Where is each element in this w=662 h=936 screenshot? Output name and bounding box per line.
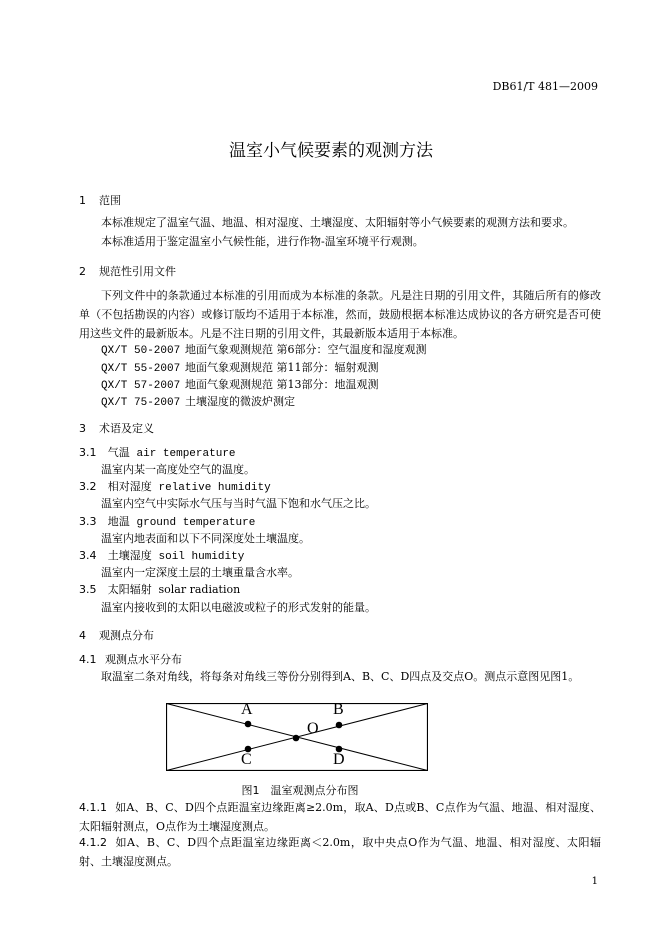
point-c-label: C [241, 751, 252, 768]
reference-item: QX/T 50-2007 地面气象观测规范 第6部分：空气温度和湿度观测 [101, 343, 427, 357]
term-heading: 3.2 相对湿度 relative humidity [79, 480, 271, 494]
figure-1-diagram [166, 703, 428, 771]
term-definition: 温室内空气中实际水气压与当时气温下饱和水气压之比。 [101, 497, 376, 510]
term-definition: 温室内一定深度土层的土壤重量含水率。 [101, 566, 299, 579]
subsection-4-1-heading: 4.1 观测点水平分布 [79, 653, 182, 666]
subsection-4-1-2: 4.1.2 如A、B、C、D四个点距温室边缘距离＜2.0m，取中央点O作为气温、地温、相对湿度、太阳辐射、土壤湿度测点。 [79, 836, 601, 868]
section-3-heading: 3 术语及定义 [79, 422, 154, 435]
page-title: 温室小气候要素的观测方法 [229, 141, 433, 161]
section-2-heading: 2 规范性引用文件 [79, 265, 176, 278]
section-1-paragraph-2: 本标准适用于鉴定温室小气候性能，进行作物-温室环境平行观测。 [101, 235, 424, 248]
term-heading: 3.3 地温 ground temperature [79, 515, 256, 529]
term-heading: 3.5 太阳辐射 solar radiation [79, 583, 241, 596]
term-heading: 3.4 土壤湿度 soil humidity [79, 549, 245, 563]
section-4-heading: 4 观测点分布 [79, 629, 154, 642]
section-1-paragraph-1: 本标准规定了温室气温、地温、相对湿度、土壤湿度、太阳辐射等小气候要素的观测方法和要求。 [101, 216, 574, 229]
point-a-marker [245, 721, 252, 728]
point-o-marker [293, 735, 300, 742]
section-1-heading: 1 范围 [79, 194, 121, 207]
reference-item: QX/T 55-2007 地面气象观测规范 第11部分：辐射观测 [101, 361, 379, 375]
term-definition: 温室内地表面和以下不同深度处土壤温度。 [101, 532, 310, 545]
section-2-intro: 下列文件中的条款通过本标准的引用而成为本标准的条款。凡是注日期的引用文件，其随后所有的修改单（不包括勘误的内容）或修订版均不适用于本标准，然而，鼓励根据本标准达成协议的各方研究是否可使用这些文件的最新版本。凡是不注日期的引用文件，其最新版本适用于本标准。 [79, 289, 601, 340]
term-heading: 3.1 气温 air temperature [79, 446, 236, 460]
reference-item: QX/T 75-2007 土壤湿度的微波炉测定 [101, 395, 295, 409]
figure-1-caption: 图1 温室观测点分布图 [241, 784, 359, 797]
point-a-label: A [241, 701, 253, 718]
point-o-label: O [307, 720, 319, 737]
subsection-4-1-1: 4.1.1 如A、B、C、D四个点距温室边缘距离≥2.0m，取A、D点或B、C点作为气温、地温、相对湿度、太阳辐射测点，O点作为土壤湿度测点。 [79, 801, 601, 833]
point-b-label: B [333, 701, 344, 718]
term-definition: 温室内接收到的太阳以电磁波或粒子的形式发射的能量。 [101, 601, 376, 614]
page-number: 1 [591, 876, 598, 887]
doc-number: DB61/T 481—2009 [492, 80, 598, 93]
greenhouse-plan-svg [166, 703, 428, 771]
point-b-marker [336, 722, 343, 729]
point-d-label: D [333, 751, 345, 768]
reference-item: QX/T 57-2007 地面气象观测规范 第13部分：地温观测 [101, 378, 379, 392]
subsection-4-1-text: 取温室二条对角线，将每条对角线三等份分别得到A、B、C、D四点及交点O。测点示意图见图1。 [101, 670, 580, 683]
term-definition: 温室内某一高度处空气的温度。 [101, 463, 255, 476]
